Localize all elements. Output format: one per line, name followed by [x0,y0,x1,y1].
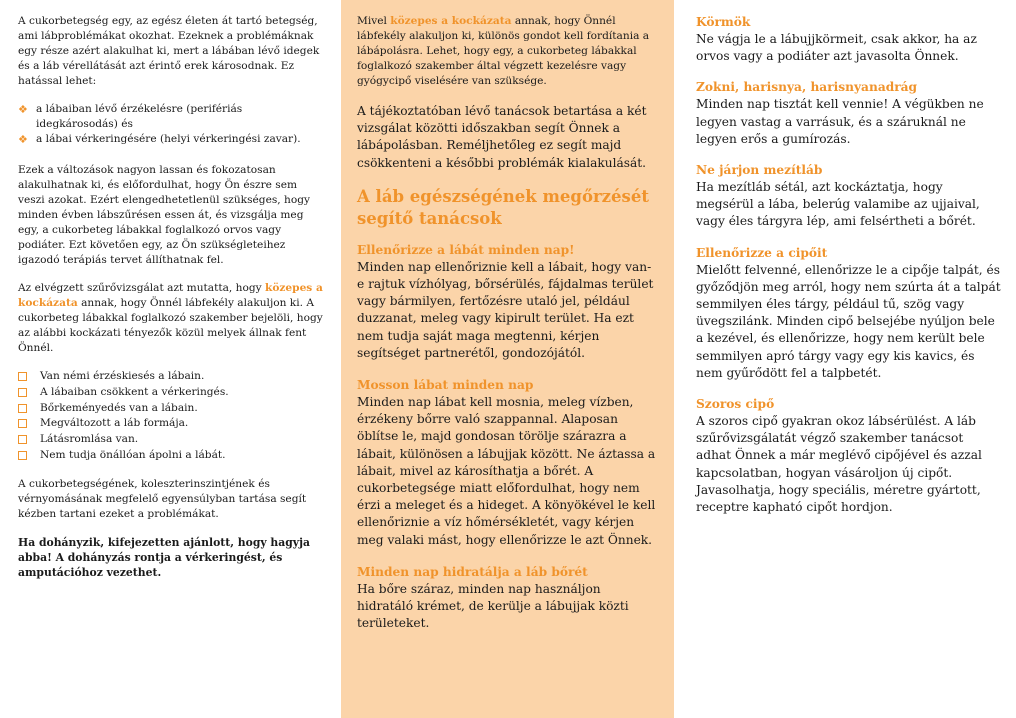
advice-section [696,245,1002,382]
checkbox-icon [18,388,27,397]
list-item: ❖ a lábaiban lévő érzékelésre (perifériás idegkárosodás) és [18,103,243,130]
section-title: Körmök [696,15,751,29]
advice-intro-paragraph: A tájékoztatóban lévő tanácsok betartása a két vizsgálat közötti időszakban segít Önnek a lábápolásban. Reméljhetőleg ez segít majd csökkenteni a későbbi problémák kialakulását. [357,104,647,170]
checklist-item: Megváltozott a láb formája. [18,416,325,432]
column-right [674,0,1016,718]
risk-highlight: közepes a kockázata [390,15,512,27]
checkbox-icon [18,404,27,413]
risk-factor-checklist [18,369,325,464]
checkbox-icon [18,419,27,428]
list-item: ❖ a lábai vérkeringésére (helyi vérkeringési zavar). [18,133,301,146]
smoking-warning: Ha dohányzik, kifejezetten ajánlott, hogy hagyja abba! A dohányzás rontja a vérkeringést, és amputációhoz vezethet. [18,535,310,579]
checklist-item: Nem tudja önállóan ápolni a lábát. [18,448,325,464]
section-text: Mielőtt felvenné, ellenőrizze le a cipője talpát, és győződjön meg arról, hogy nem szúrta át a talpát semmilyen éles tárgy, például tű, szög vagy üvegszilánk. Minden cipő belsejébe nyúljon bele a kezével, és ellenőrizze, hogy nem került bele semmilyen apró tárgy vagy egy kis kavics, és nem gyűrődött fel a talpbetét. [696,262,1001,380]
advice-section [357,564,656,633]
screening-paragraph: Az elvégzett szűrővizsgálat azt mutatta, hogy közepes a kockázata annak, hogy Önnél lábfekély alakuljon ki. A cukorbeteg lábakkal foglalkozó szakember bejelöli, hogy az alábbi kockázati tényezők közül melyek állnak fent Önnél. [18,282,323,354]
section-title: Ellenőrizze a lábát minden nap! [357,242,575,257]
advice-heading: A láb egészségének megőrzését segítő tanácsok [357,186,649,228]
advice-section [696,396,1002,516]
column-left [0,0,341,718]
checkbox-icon [18,435,27,444]
section-title: Ellenőrizze a cipőit [696,245,828,260]
section-text: Ne vágja le a lábujjkörmeit, csak akkor, ha az orvos vagy a podiáter azt javasolta Önnek. [696,32,977,64]
section-title: Zokni, harisnya, harisnyanadrág [696,80,918,95]
checkbox-icon [18,372,27,381]
section-text: Ha bőre száraz, minden nap használjon hidratáló krémet, de kerülje a lábujjak közti területeket. [357,581,629,631]
checklist-item: Bőrkeményedés van a lábain. [18,401,325,417]
section-title: Mosson lábat minden nap [357,378,534,393]
advice-section [696,162,1002,231]
checkbox-icon [18,451,27,460]
changes-paragraph: Ezek a változások nagyon lassan és fokozatosan alakulhatnak ki, és előfordulhat, hogy Ön észre sem veszi azokat. Ezért elengedhetetlenül szükséges, hogy minden évben lábszűrésen essen át, és vizsgálja meg egy, a cukorbeteg lábakkal foglalkozó orvos vagy podiáter. Ezt követően egy, az Ön szükségleteihez igazodó terápiás tervet állíthatnak fel. [18,164,310,266]
advice-section [696,79,1002,148]
risk-highlight: közepes a kockázata [18,282,323,309]
effects-list [18,102,325,147]
section-text: Ha mezítláb sétál, azt kockáztatja, hogy megsérül a lába, belerúg valamibe az ujjaival, vagy éles tárgyra lép, ami felsértheti a bőrét. [696,180,980,229]
advice-section [357,377,656,549]
section-title: Szoros cipő [696,397,775,412]
intro-paragraph: A cukorbetegség egy, az egész életen át tartó betegség, ami lábproblémákat okozhat. Ezeknek a problémáknak egy része azért alakulhat ki, mert a lábában lévő idegek és a láb vérellátását azt érintő erek károsodnak. Ez hatással lehet: [18,15,320,87]
checklist-item: Látásromlása van. [18,432,325,448]
advice-section [357,242,656,362]
section-text: Minden nap tisztát kell vennie! A végükben ne legyen vastag a varrásuk, és a száruknál ne legyen erős a gumírozás. [696,97,984,146]
section-text: A szoros cipő gyakran okoz lábsérülést. A láb szűrővizsgálatát végző szakember tanácsot adhat Önnek a már meglévő cipőjével és azzal kapcsolatban, hogyan vásároljon új cipőt. Javasolhatja, hogy speciális, méretre gyártott, receptre kapható cipőt hordjon. [696,414,982,515]
checklist-item: A lábaiban csökkent a vérkeringés. [18,385,325,401]
balance-paragraph: A cukorbetegségének, koleszterinszintjének és vérnyomásának megfelelő egyensúlyban tartása segít kézben tartani ezeket a problémákat. [18,477,307,520]
diamond-bullet-icon: ❖ [18,133,28,146]
section-text: Minden nap lábat kell mosnia, meleg vízben, érzékeny bőrre való szappannal. Alaposan öblítse le, majd gondosan törölje szárazra a lábait, különösen a lábujjak között. Ne áztassa a lábait, mivel az károsíthatja a bőrét. A cukorbetegsége miatt előfordulhat, hogy nem érzi a meleget és a hideget. A könyökével le kell ellenőriznie a víz hőmérsékletét, vagy kérjen meg valaki mást, hogy ellenőrizze le azt Önnek. [357,395,656,547]
column-middle [341,0,674,718]
section-title: Ne járjon mezítláb [696,163,823,178]
checklist-item: Van némi érzéskiesés a lábain. [18,369,325,385]
advice-section [696,14,1002,65]
risk-paragraph: Mivel közepes a kockázata annak, hogy Önnél lábfekély alakuljon ki, különös gondot kell fordítania a lábápolásra. Lehet, hogy egy, a cukorbeteg lábakkal foglalkozó szakember által végzett kezelésre vagy gyógycipő viselésére van szüksége. [357,15,650,87]
diamond-bullet-icon: ❖ [18,103,28,116]
section-text: Minden nap ellenőriznie kell a lábait, hogy van-e rajtuk vízhólyag, bőrsérülés, fájdalmas terület vagy bármilyen, fertőzésre utaló jel, például duzzanat, meleg vagy kipirult terület. Ha ezt nem tudja saját maga megtenni, kérjen segítséget partnerétől, gondozójától. [357,259,654,360]
section-title: Minden nap hidratálja a láb bőrét [357,564,588,579]
